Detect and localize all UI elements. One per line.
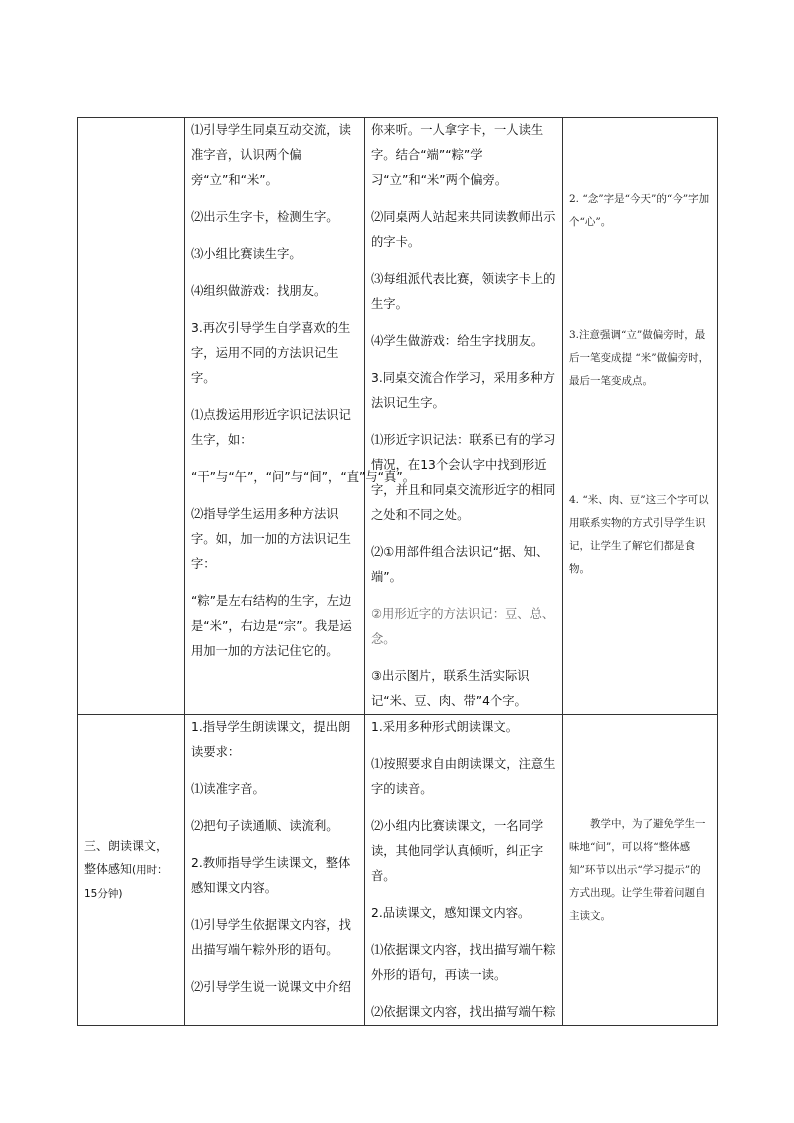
teacher-activity-cell: [185, 715, 365, 1026]
paragraph: ⑵指导学生运用多种方法识字。如，加一加的方法识记生字：: [191, 507, 351, 571]
paragraph: 2.品读课文，感知课文内容。: [371, 906, 531, 920]
paragraph: ⑵小组内比赛读课文，一名同学读，其他同学认真倾听，纠正字音。: [371, 819, 544, 883]
paragraph: ⑷组织做游戏：找朋友。: [191, 284, 327, 298]
paragraph: ⑵引导学生说一说课文中介绍: [191, 980, 351, 994]
paragraph: ⑶小组比赛读生字。: [191, 247, 302, 261]
paragraph: 3.再次引导学生自学喜欢的生字，运用不同的方法识记生字。: [191, 321, 351, 385]
paragraph: ⑶每组派代表比赛，领读字卡上的生字。: [371, 272, 556, 311]
table-row: [78, 715, 718, 1026]
note-paragraph: 4. “米、肉、豆”这三个字可以用联系实物的方式引导学生识记，让学生了解它们都是食物。: [569, 494, 709, 575]
paragraph: 1.指导学生朗读课文，提出朗读要求：: [191, 720, 351, 759]
paragraph: ⑴依据课文内容，找出描写端午粽外形的语句，再读一读。: [371, 943, 556, 982]
note-paragraph: 教学中，为了避免学生一味地“问”，可以将“整体感知”环节以出示“学习提示”的方式出现。让学生带着问题自主读文。: [569, 817, 706, 922]
student-activity-cell: [365, 715, 563, 1026]
teacher-activity-cell: [185, 118, 416, 715]
paragraph: ③出示图片，联系生活实际识记“米、豆、肉、带”4个字。: [371, 669, 530, 708]
paragraph: ⑵①用部件组合法识记“据、知、端”。: [371, 545, 549, 584]
paragraph: 2.教师指导学生读课文，整体感知课文内容。: [191, 856, 351, 895]
note-paragraph: 3.注意强调“立”做偏旁时，最后一笔变成提 “米”做偏旁时，最后一笔变成点。: [569, 329, 710, 387]
design-notes-cell: [563, 118, 718, 715]
paragraph: “粽”是左右结构的生字，左边是“米”，右边是“宗”。我是运用加一加的方法记住它的。: [191, 594, 352, 658]
paragraph: ⑴引导学生同桌互动交流，读准字音，认识两个偏旁“立”和“米”。: [191, 123, 351, 187]
stage-cell: [78, 715, 185, 1026]
paragraph: 1.采用多种形式朗读课文。: [371, 720, 518, 734]
paragraph: ⑵把句子读通顺、读流利。: [191, 819, 339, 833]
paragraph: ⑴引导学生依据课文内容，找出描写端午粽外形的语句。: [191, 918, 351, 957]
paragraph: 3.同桌交流合作学习，采用多种方法识记生字。: [371, 371, 555, 410]
design-notes-cell: [563, 715, 718, 1026]
stage-title: [78, 835, 184, 906]
stage-time: (用时：15分钟): [84, 863, 168, 900]
paragraph: ⑵同桌两人站起来共同读教师出示的字卡。: [371, 210, 556, 249]
paragraph: “干”与“午”，“问”与“间”，“直”与“真”。: [191, 470, 416, 484]
paragraph: ②用形近字的方法识记：豆、总、念。: [371, 607, 555, 646]
lesson-plan-table: [77, 117, 718, 1026]
paragraph: ⑴形近字识记法：联系已有的学习情况，在13个会认字中找到形近字，并且和同桌交流形近字的相同之处和不同之处。: [371, 433, 556, 522]
table-row: [78, 118, 718, 715]
stage-name: 三、朗读课文，整体感知: [84, 838, 169, 876]
stage-cell-empty: [78, 118, 185, 715]
note-paragraph: 2. “念”字是“今天”的“今”字加个“心”。: [569, 193, 710, 228]
paragraph: ⑷学生做游戏：给生字找朋友。: [371, 334, 544, 348]
paragraph: ⑵出示生字卡，检测生字。: [191, 210, 339, 224]
paragraph: 你来听。一人拿字卡，一人读生字。结合“端”“粽”学习“立”和“米”两个偏旁。: [371, 123, 544, 187]
paragraph: ⑵依据课文内容，找出描写端午粽: [371, 1005, 556, 1019]
paragraph: ⑴点拨运用形近字识记法识记生字，如：: [191, 408, 351, 447]
paragraph: ⑴读准字音。: [191, 782, 265, 796]
paragraph: ⑴按照要求自由朗读课文，注意生字的读音。: [371, 757, 556, 796]
student-activity-cell: [365, 118, 563, 715]
